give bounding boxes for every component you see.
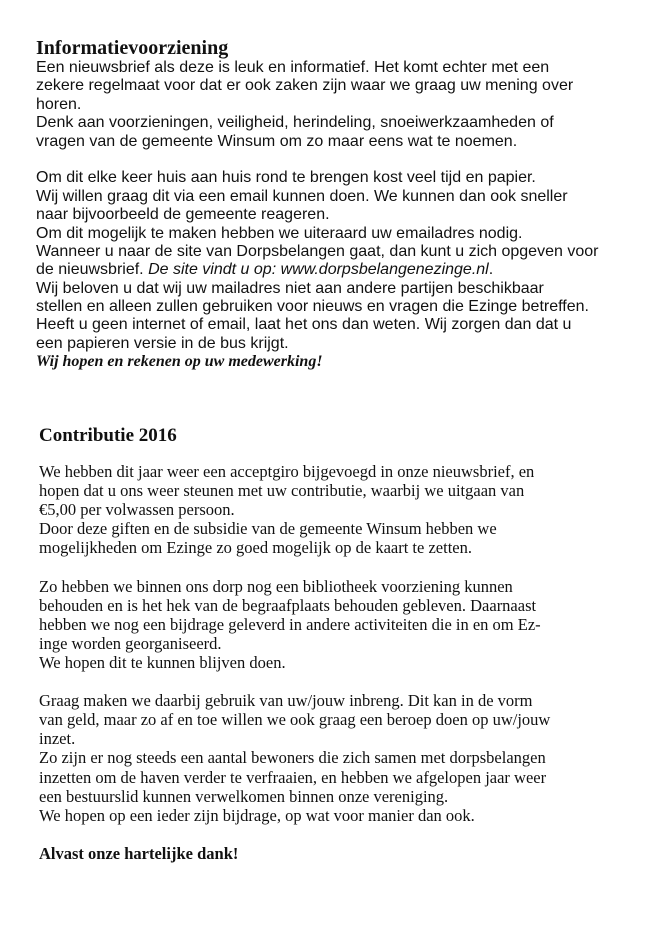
paragraph-line: naar bijvoorbeeld de gemeente reageren. — [36, 206, 330, 224]
paragraph-line: Om dit elke keer huis aan huis rond te brengen kost veel tijd en papier. — [36, 169, 536, 187]
paragraph-line: Om dit mogelijk te maken hebben we uiteraard uw emailadres nodig. — [36, 224, 523, 242]
section-title: Contributie 2016 — [39, 425, 177, 446]
paragraph-line: hebben we nog een bijdrage geleverd in andere activiteiten die in en om Ez- — [39, 614, 541, 634]
paragraph-line: horen. — [36, 95, 82, 113]
newsletter-line — [36, 261, 636, 279]
paragraph-line: inzet. — [39, 729, 76, 749]
paragraph-line: een bestuurslid kunnen verwelkomen binnen onze vereniging. — [39, 786, 449, 806]
paragraph-line: Zo zijn er nog steeds een aantal bewoners die zich samen met dorpsbelangen — [39, 748, 546, 768]
blank-line — [39, 825, 639, 844]
blank-line — [39, 557, 639, 576]
paragraph-line: Heeft u geen internet of email, laat het ons dan weten. Wij zorgen dan dat u — [36, 316, 572, 334]
section-title: Informatievoorziening — [36, 37, 229, 59]
paragraph-line: mogelijkheden om Ezinge zo goed mogelijk op de kaart te zetten. — [39, 538, 472, 558]
section-body — [39, 462, 639, 863]
paragraph-line: Zo hebben we binnen ons dorp nog een bibliotheek voorziening kunnen — [39, 576, 513, 596]
paragraph-line: stellen en alleen zullen gebruiken voor nieuws en vragen die Ezinge betreffen. — [36, 298, 589, 316]
paragraph-line: behouden en is het hek van de begraafplaats behouden gebleven. Daarnaast — [39, 595, 537, 615]
paragraph-line: We hopen op een ieder zijn bijdrage, op wat voor manier dan ook. — [39, 805, 475, 825]
paragraph-line: Wij beloven u dat wij uw mailadres niet aan andere partijen beschikbaar — [36, 279, 544, 297]
paragraph-line: inzetten om de haven verder te verfraaien, en hebben we afgelopen jaar weer — [39, 767, 547, 787]
section-body — [36, 59, 636, 372]
paragraph-line: vragen van de gemeente Winsum om zo maar eens wat te noemen. — [36, 132, 518, 150]
paragraph-line: €5,00 per volwassen persoon. — [39, 500, 235, 520]
site-link[interactable]: De site vindt u op: www.dorpsbelangenezinge.nl — [148, 261, 489, 279]
paragraph-line: Wij willen graag dit via een email kunnen doen. We kunnen dan ook sneller — [36, 187, 568, 205]
section-contributie — [39, 425, 639, 863]
paragraph-line: hopen dat u ons weer steunen met uw contributie, waarbij we uitgaan van — [39, 481, 525, 501]
closing-line: Alvast onze hartelijke dank! — [39, 843, 239, 863]
blank-line — [36, 151, 636, 169]
paragraph-line: inge worden georganiseerd. — [39, 633, 222, 653]
paragraph-line: Denk aan voorzieningen, veiligheid, herindeling, snoeiwerkzaamheden of — [36, 114, 554, 132]
newsletter-text: de nieuwsbrief. — [36, 261, 149, 279]
paragraph-line: Graag maken we daarbij gebruik van uw/jouw inbreng. Dit kan in de vorm — [39, 691, 533, 711]
paragraph-line: We hebben dit jaar weer een acceptgiro bijgevoegd in onze nieuwsbrief, en — [39, 462, 535, 481]
newsletter-suffix: . — [488, 261, 494, 279]
closing-line: Wij hopen en rekenen op uw medewerking! — [36, 353, 323, 371]
paragraph-line: van geld, maar zo af en toe willen we ook graag een beroep doen op uw/jouw — [39, 710, 551, 730]
paragraph-line: Wanneer u naar de site van Dorpsbelangen gaat, dan kunt u zich opgeven voor — [36, 242, 599, 260]
paragraph-line: een papieren versie in de bus krijgt. — [36, 334, 289, 352]
paragraph-line: Een nieuwsbrief als deze is leuk en informatief. Het komt echter met een — [36, 59, 550, 76]
blank-line — [39, 672, 639, 691]
paragraph-line: We hopen dit te kunnen blijven doen. — [39, 652, 286, 672]
spacer — [39, 447, 639, 462]
section-informatievoorziening — [36, 37, 636, 372]
paragraph-line: zekere regelmaat voor dat er ook zaken zijn waar we graag uw mening over — [36, 77, 574, 95]
paragraph-line: Door deze giften en de subsidie van de gemeente Winsum hebben we — [39, 519, 497, 539]
